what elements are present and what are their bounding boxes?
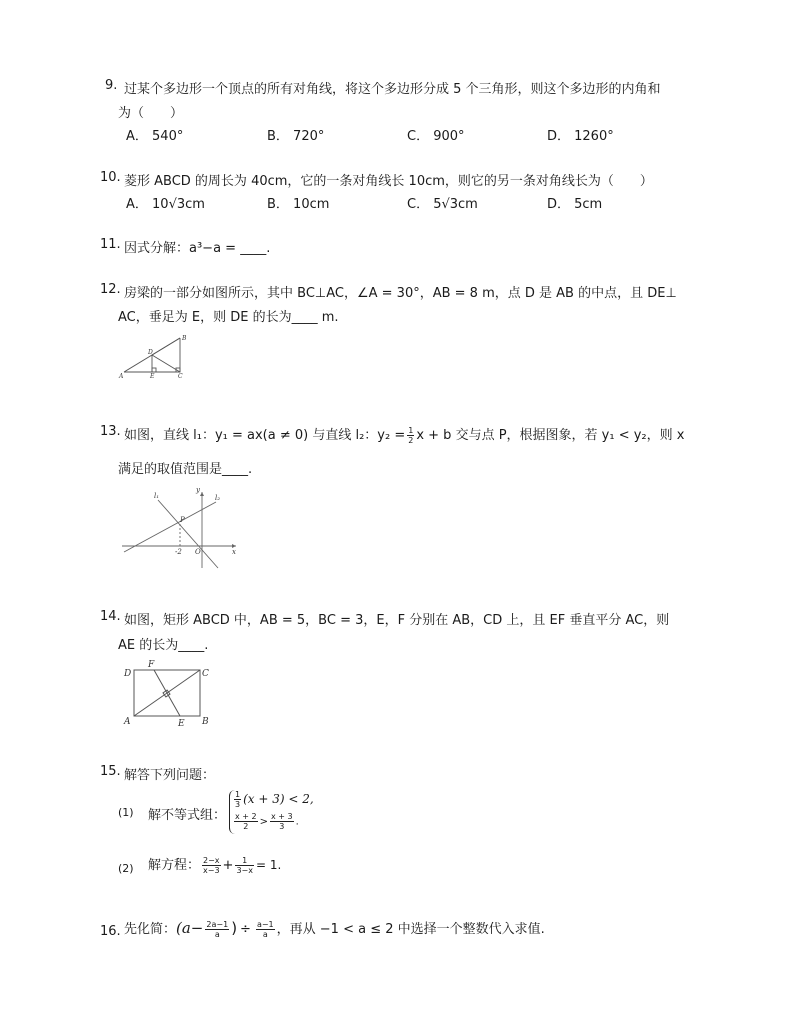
q15-ineq2-left-den: 2 [243, 822, 249, 831]
q12-label-b: B [182, 335, 187, 342]
q14-label-c: C [202, 669, 209, 679]
q9-option-d: D． 1260° [547, 129, 614, 144]
q13-label-y: y [196, 486, 200, 494]
q13-label-neg2: -2 [175, 548, 182, 556]
q13-frac-num: 1 [408, 426, 414, 435]
q15-number: 15. [100, 764, 121, 779]
q14-label-e: E [178, 719, 185, 728]
q11-text: 因式分解：a³−a = ____. [124, 241, 271, 256]
q12-label-d: D [148, 349, 153, 356]
q13-fraction [407, 426, 414, 445]
q9-option-b: B． 720° [267, 129, 325, 144]
q13-figure [118, 484, 246, 572]
q9-option-a: A． 540° [126, 129, 184, 144]
q9-text: 过某个多边形一个顶点的所有对角线，将这个多边形分成 5 个三角形，则这个多边形的内角和 [124, 82, 661, 97]
q15-part2-label: (2) [118, 862, 134, 875]
q16-frac2-den: a [262, 930, 268, 939]
q15-eq-frac2-den: 3−x [236, 866, 253, 875]
q12-text: 房梁的一部分如图所示，其中 BC⊥AC，∠A = 30°，AB = 8 m，点 D 是 AB 的中点，且 DE⊥ [124, 286, 677, 301]
q13-frac-den: 2 [408, 436, 414, 445]
q15-part1-text: 解不等式组： [148, 808, 227, 823]
q14-label-f: F [148, 660, 155, 670]
q15-ineq2-end: . [295, 816, 299, 828]
q15-eq-end: = 1. [255, 858, 282, 872]
q10-text: 菱形 ABCD 的周长为 40cm，它的一条对角线长 10cm，则它的另一条对角线长为（ ） [124, 174, 653, 189]
q13-text-line2: 满足的取值范围是____. [118, 462, 253, 477]
q13-label-l2: l₂ [215, 494, 221, 502]
q16-frac2-num: a−1 [256, 920, 274, 929]
q14-number: 14. [100, 609, 121, 624]
q15-part2 [148, 854, 281, 875]
q10-number: 10. [100, 170, 121, 185]
q12-number: 12. [100, 282, 121, 297]
q12-figure [118, 334, 194, 380]
q16-text-a: 先化简： [124, 922, 177, 937]
q15-eq-plus: + [222, 858, 234, 873]
q13-text-b: x + b 交与点 P，根据图象，若 y₁ < y₂，则 x [416, 428, 685, 443]
q16-div: ÷ [240, 922, 251, 937]
q13-label-o: O [195, 548, 201, 556]
q13-label-l1: l₁ [154, 492, 160, 500]
q15-ineq2-right-num: x + 3 [271, 812, 293, 821]
q10-option-d: D． 5cm [547, 197, 603, 212]
q14-label-d: D [124, 669, 132, 679]
q13-number: 13. [100, 424, 121, 439]
q12-label-e: E [150, 373, 155, 380]
q15-ineq2-left-num: x + 2 [235, 812, 257, 821]
q14-figure [118, 658, 214, 728]
q15-ineq1 [232, 790, 314, 809]
q14-label-a: A [124, 717, 131, 727]
q15-ineq1-frac [234, 790, 241, 809]
q15-text: 解答下列问题： [124, 768, 216, 783]
q14-label-b: B [202, 717, 209, 727]
q13-text [124, 424, 684, 445]
q10-option-b: B． 10cm [267, 197, 330, 212]
q9-option-c: C． 900° [407, 129, 465, 144]
q15-ineq1-rest: (x + 3) < 2, [243, 792, 314, 806]
q16-number: 16. [100, 924, 121, 939]
q12-text-line2: AC，垂足为 E，则 DE 的长为____ m. [118, 310, 339, 325]
q15-eq-frac1-num: 2−x [203, 856, 220, 865]
q15-part1-label: (1) [118, 806, 134, 819]
q15-ineq2 [232, 812, 299, 831]
q16-text-b: ，再从 −1 < a ≤ 2 中选择一个整数代入求值. [276, 922, 545, 937]
q15-ineq2-right-den: 3 [279, 822, 285, 831]
q9-number: 9. [105, 78, 118, 93]
q13-label-p: P [180, 516, 185, 524]
q9-text-line2: 为（ ） [118, 106, 184, 121]
q16-text [124, 918, 545, 939]
q10-option-c: C． 5√3cm [407, 197, 478, 212]
q12-label-a: A [119, 373, 124, 380]
q12-label-c: C [178, 373, 183, 380]
q13-text-a: 如图，直线 l₁：y₁ = ax(a ≠ 0) 与直线 l₂：y₂ = [124, 428, 406, 443]
q15-eq-frac1-den: x−3 [203, 866, 220, 875]
q11-number: 11. [100, 237, 121, 252]
q15-ineq1-frac-den: 3 [235, 800, 241, 809]
q14-text: 如图，矩形 ABCD 中，AB = 5，BC = 3，E，F 分别在 AB，CD 上，且 EF 垂直平分 AC，则 [124, 613, 670, 628]
q15-eq-frac2 [235, 856, 254, 875]
q16-frac1-den: a [214, 930, 220, 939]
q14-text-line2: AE 的长为____. [118, 638, 209, 653]
q16-frac1 [205, 920, 229, 939]
q16-frac1-num: 2a−1 [206, 920, 229, 929]
q15-ineq2-right [270, 812, 294, 831]
q16-paren-close: ) [231, 919, 238, 937]
q15-eq-frac2-num: 1 [235, 856, 254, 866]
q15-part2-text: 解方程： [148, 858, 201, 873]
q16-paren-open: (a− [176, 919, 204, 937]
q15-eq-frac1 [202, 856, 221, 875]
q10-option-a: A． 10√3cm [126, 197, 205, 212]
q16-frac2 [256, 920, 275, 939]
q15-ineq1-frac-num: 1 [235, 790, 241, 799]
q15-ineq2-left [234, 812, 258, 831]
q15-ineq2-op: > [259, 816, 269, 828]
q13-label-x: x [232, 548, 236, 556]
